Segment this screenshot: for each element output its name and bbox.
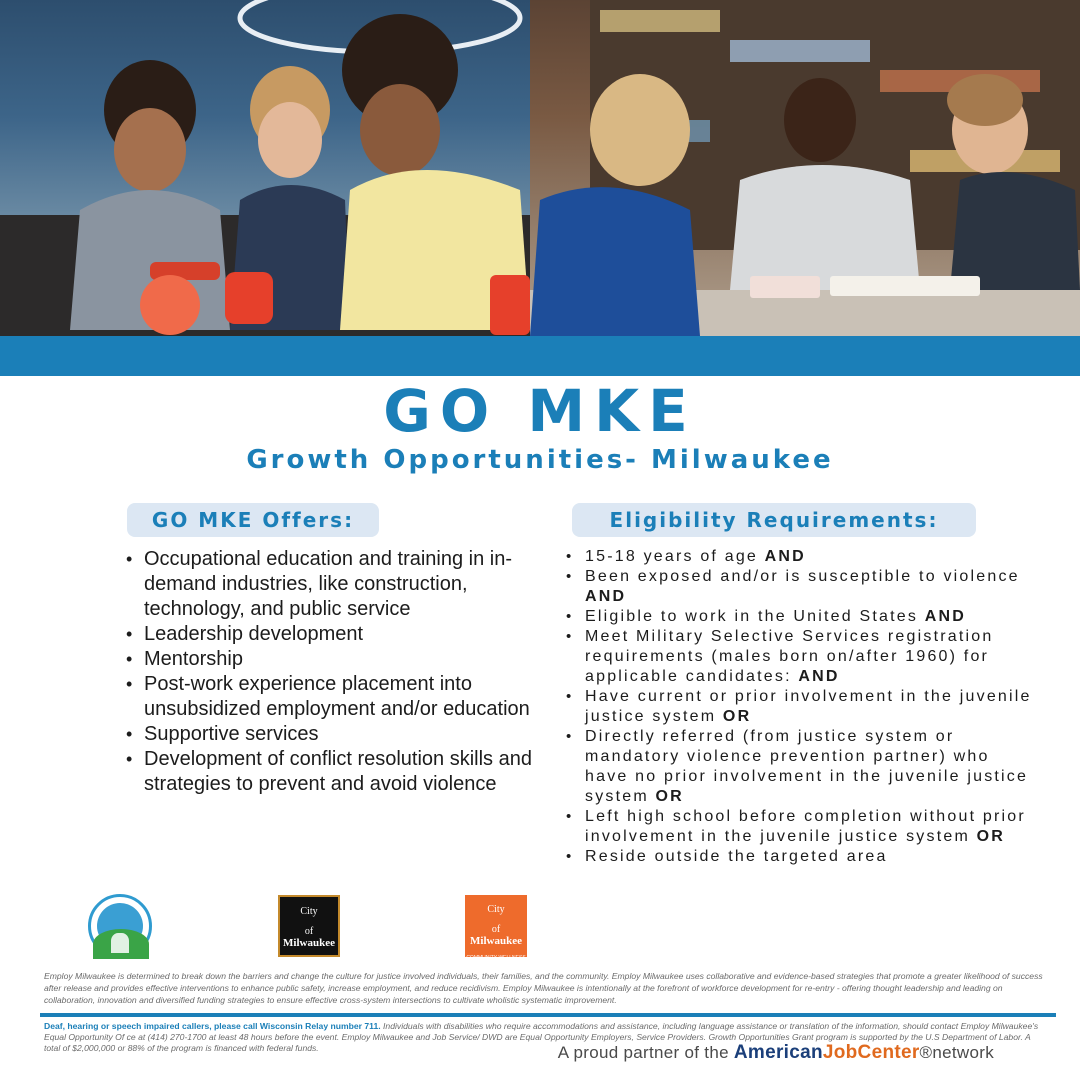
list-item — [566, 847, 1036, 867]
ajc-american-text: American — [733, 1042, 823, 1063]
page-title: GO MKE — [383, 377, 697, 445]
mission-statement: Employ Milwaukee is determined to break down the barriers and change the culture for justice involved individuals, their families, and the community. Employ Milwaukee uses collaborative and evidence-based strategies that promote a greater likelihood of success after release and provides effective interventions to enhance public safety, increase employment, and reduce recidivism. Employ Milwaukee is intentionally at the forefront of workforce development for re-entry - offering thought leadership and leading on collaboration, innovation and diversified funding strategies to ensure effective cross-system intersections to cultivate wholistic systematic improvement. — [44, 971, 1043, 1005]
list-item — [566, 547, 1036, 567]
list-item — [566, 567, 1036, 607]
photo-students-library — [530, 0, 1080, 336]
requirement-text: Left high school before completion without prior involvement in the juvenile justice system — [585, 808, 1026, 845]
american-job-center-tagline — [558, 1040, 994, 1066]
eligibility-heading: Eligibility Requirements: — [572, 503, 976, 537]
offers-list — [124, 547, 534, 797]
list-item: • Mentorship — [124, 647, 534, 672]
list-item: • Post-work experience placement into unsubsidized employment and/or education — [124, 672, 534, 722]
logo-of-text: of — [491, 924, 501, 935]
logo-office-text: COMMUNITY WELLNESS AND SAFETY — [466, 955, 526, 967]
ajc-jobcenter-text: JobCenter — [822, 1042, 920, 1063]
eligibility-list — [566, 547, 1036, 867]
requirement-connector: AND — [764, 548, 806, 565]
list-item: • Leadership development — [124, 622, 534, 647]
partner-suffix: ®network — [919, 1043, 994, 1062]
logo-city-text: City — [300, 906, 318, 917]
relay-body-text: Individuals with disabilities who require accommodations and assistance, including language assistance or translation of the information, should contact Employ Milwaukee's Equal Opportunity Of ce at (414) 270-1700 at least 48 hours before the event. Employ Milwaukee and Job Service/ DWD are Equal Opportunity Employers, Service Providers. Growth Opportunities Grant program is supported by the U.S Department of Labor. A total of $2,000,000 or 88% of the program is financed with federal funds. — [44, 1021, 1039, 1053]
list-item — [566, 807, 1036, 847]
logo-milwaukee-text: Milwaukee — [470, 935, 522, 947]
logo-city-text: City — [487, 904, 505, 915]
african-american-affairs-logo — [278, 895, 340, 969]
list-item — [566, 607, 1036, 627]
requirement-text: Reside outside the targeted area — [585, 848, 888, 865]
list-item: • Supportive services — [124, 722, 534, 747]
requirement-text: Have current or prior involvement in the juvenile justice system — [585, 688, 1032, 725]
requirement-text: Meet Military Selective Services registration requirements (males born on/after 1960) for applicable candidates: — [585, 628, 994, 685]
requirement-text: Been exposed and/or is susceptible to violence — [585, 568, 1020, 585]
blue-divider-band — [0, 336, 1080, 376]
requirement-connector: AND — [924, 608, 966, 625]
list-item — [566, 627, 1036, 687]
requirement-connector: OR — [976, 828, 1006, 845]
list-item — [566, 727, 1036, 807]
employ-milwaukee-seal-icon — [97, 903, 143, 949]
footer-divider — [40, 1013, 1056, 1017]
photo-students-robotics — [0, 0, 530, 336]
requirement-connector: AND — [798, 668, 840, 685]
american-job-center-logo — [734, 1042, 920, 1063]
requirement-text: Directly referred (from justice system or mandatory violence prevention partner) who have no prior involvement in the juvenile justice system — [585, 728, 1029, 805]
requirement-connector: OR — [722, 708, 752, 725]
employ-milwaukee-logo — [88, 894, 152, 958]
logo-of-text: of — [304, 926, 314, 937]
relay-lead-text: Deaf, hearing or speech impaired callers, please call Wisconsin Relay number 711. — [44, 1021, 381, 1031]
requirement-text: 15-18 years of age — [585, 548, 765, 565]
page-subtitle: Growth Opportunities- Milwaukee — [246, 445, 834, 475]
list-item: • Occupational education and training in in-demand industries, like construction, technology, and public service — [124, 547, 534, 622]
partner-prefix: A proud partner of the — [557, 1043, 734, 1062]
offers-heading: GO MKE Offers: — [127, 503, 379, 537]
list-item: • Development of conflict resolution skills and strategies to prevent and avoid violence — [124, 747, 534, 797]
logo-office-text: AFRICAN AMERICAN AFFAIRS — [284, 957, 334, 969]
requirement-text: Eligible to work in the United States — [585, 608, 925, 625]
list-item — [566, 687, 1036, 727]
logo-milwaukee-text: Milwaukee — [283, 937, 335, 949]
requirement-connector: OR — [655, 788, 684, 805]
community-wellness-logo — [465, 895, 527, 967]
photo-banner — [0, 0, 1080, 336]
requirement-connector: AND — [585, 588, 627, 605]
